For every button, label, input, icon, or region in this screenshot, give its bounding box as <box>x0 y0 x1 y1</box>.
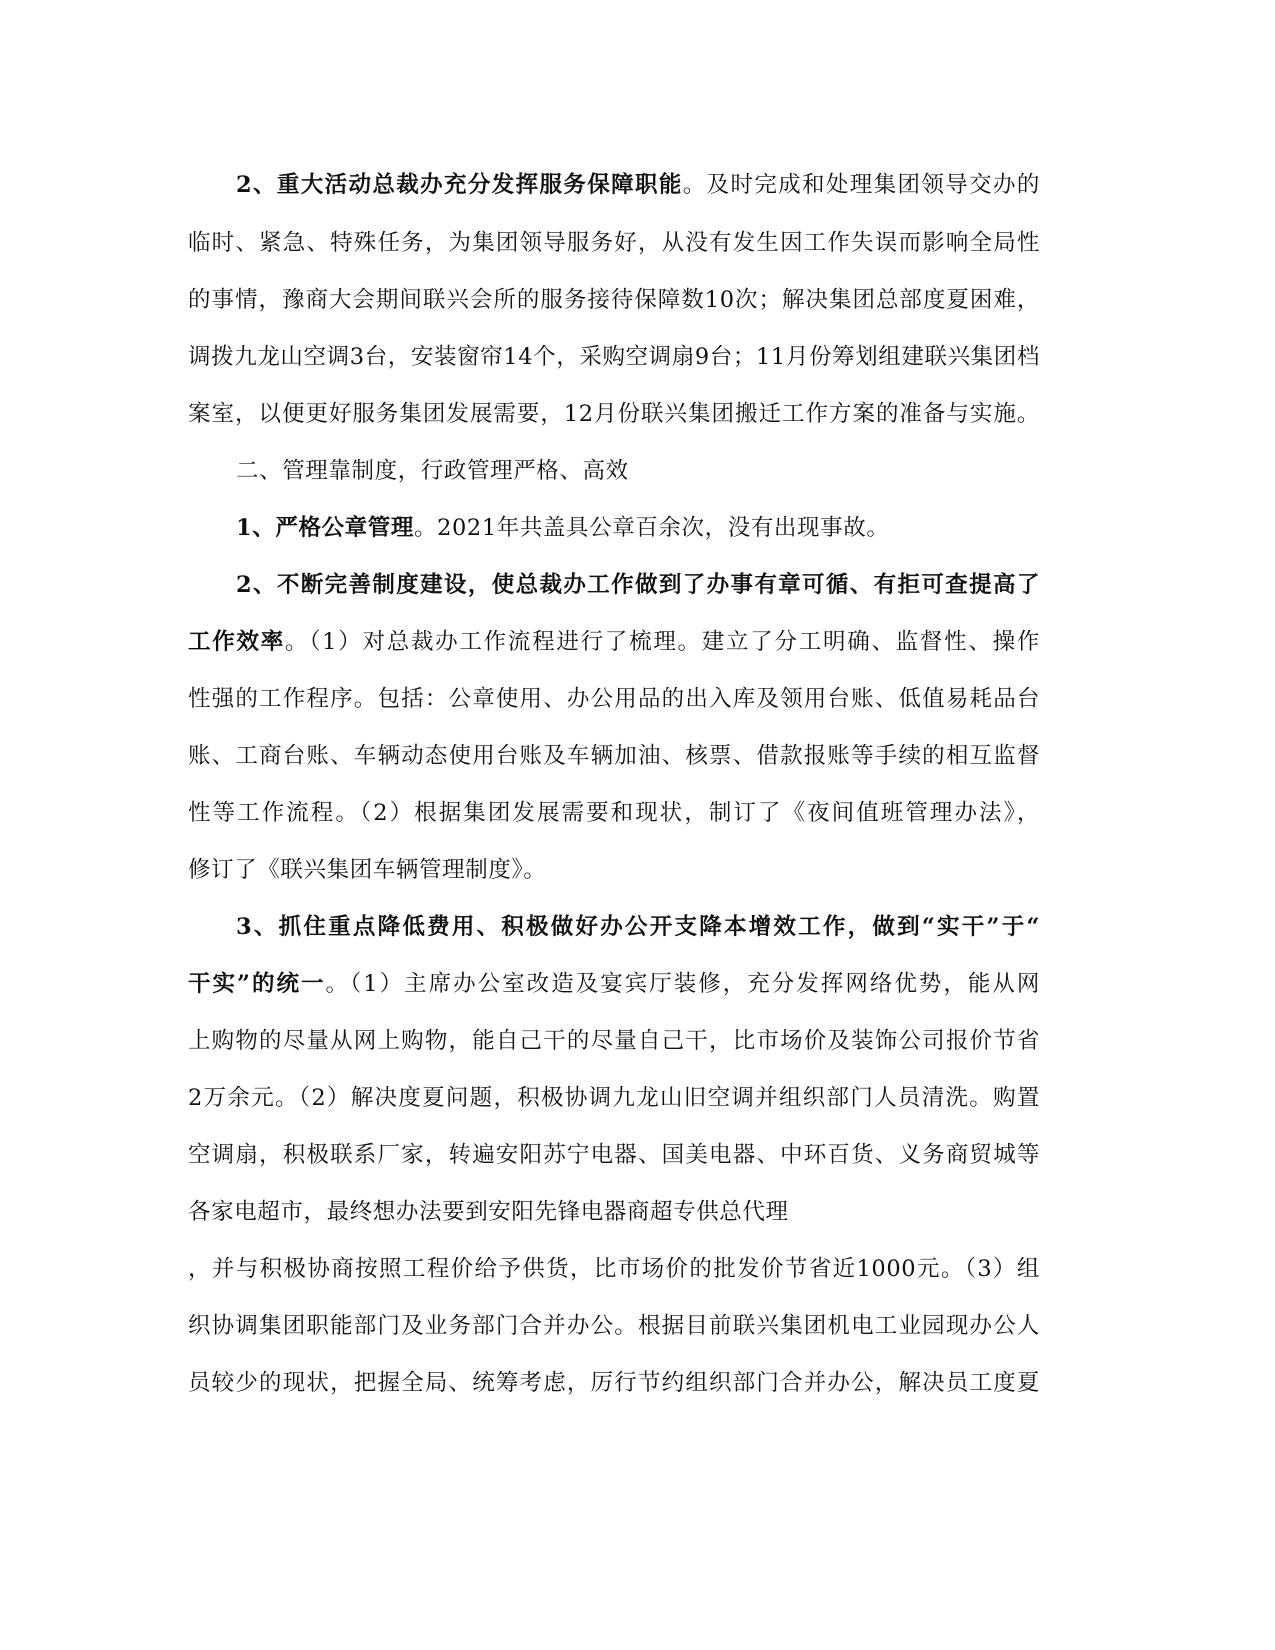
paragraph-line <box>188 1197 1040 1227</box>
paragraph-line <box>236 912 1040 942</box>
paragraph-line <box>236 570 1040 600</box>
body-text: 修订了《联兴集团车辆管理制度》。 <box>188 857 547 883</box>
body-text: 。（1）对总裁办工作流程进行了梳理。建立了分工明确、监督性、操作 <box>284 629 1040 655</box>
paragraph-line <box>188 798 1040 828</box>
body-text: 性等工作流程。（2）根据集团发展需要和现状，制订了《夜间值班管理办法》， <box>188 800 1040 826</box>
paragraph-line <box>188 741 1040 771</box>
body-text: 。2021年共盖具公章百余次，没有出现事故。 <box>413 515 890 541</box>
body-text: 。及时完成和处理集团领导交办的 <box>682 172 1040 198</box>
paragraph-line <box>188 627 1040 657</box>
paragraph-line <box>188 342 1040 372</box>
heading-text: 2、不断完善制度建设，使总裁办工作做到了办事有章可循、有拒可查提高了 <box>236 572 1040 598</box>
paragraph-line <box>188 684 1040 714</box>
paragraph-line <box>188 969 1040 999</box>
body-text: 的事情，豫商大会期间联兴会所的服务接待保障数10次；解决集团总部度夏困难， <box>188 287 1040 313</box>
body-text: 2万余元。（2）解决度夏问题，积极协调九龙山旧空调并组织部门人员清洗。购置 <box>188 1085 1040 1111</box>
paragraph-line <box>188 285 1040 315</box>
paragraph-line <box>236 513 1040 543</box>
section-heading <box>236 456 1040 486</box>
heading-text: 干实”的统一 <box>188 971 326 997</box>
body-text: 。（1）主席办公室改造及宴宾厅装修，充分发挥网络优势，能从网 <box>325 971 1040 997</box>
section-title: 二、管理靠制度，行政管理严格、高效 <box>236 458 629 484</box>
paragraph-line <box>188 1311 1040 1341</box>
paragraph-line <box>188 855 1040 885</box>
body-text: ，并与积极协商按照工程价给予供货，比市场价的批发价节省近1000元。（3）组 <box>188 1256 1040 1282</box>
paragraph-line <box>236 170 1040 200</box>
body-text: 账、工商台账、车辆动态使用台账及车辆加油、核票、借款报账等手续的相互监督 <box>188 743 1040 769</box>
body-text: 上购物的尽量从网上购物，能自己干的尽量自己干，比市场价及装饰公司报价节省 <box>188 1028 1040 1054</box>
paragraph-line <box>188 228 1040 258</box>
body-text: 空调扇，积极联系厂家，转遍安阳苏宁电器、国美电器、中环百货、义务商贸城等 <box>188 1142 1040 1168</box>
heading-text: 工作效率 <box>188 629 285 655</box>
paragraph-line <box>188 1254 1040 1284</box>
body-text: 性强的工作程序。包括：公章使用、办公用品的出入库及领用台账、低值易耗品台 <box>188 686 1040 712</box>
paragraph-line <box>188 1026 1040 1056</box>
heading-text: 1、严格公章管理 <box>236 515 414 541</box>
heading-text: 2、重大活动总裁办充分发挥服务保障职能 <box>236 172 683 198</box>
paragraph-line <box>188 1140 1040 1170</box>
paragraph-line <box>188 399 1040 429</box>
body-text: 调拨九龙山空调3台，安装窗帘14个，采购空调扇9台；11月份筹划组建联兴集团档 <box>188 344 1040 370</box>
heading-text: 3、抓住重点降低费用、积极做好办公开支降本增效工作，做到“实干”于“ <box>236 914 1040 940</box>
body-text: 临时、紧急、特殊任务，为集团领导服务好，从没有发生因工作失误而影响全局性 <box>188 230 1040 256</box>
paragraph-line <box>188 1083 1040 1113</box>
body-text: 织协调集团职能部门及业务部门合并办公。根据目前联兴集团机电工业园现办公人 <box>188 1313 1040 1339</box>
body-text: 各家电超市，最终想办法要到安阳先锋电器商超专供总代理 <box>188 1199 789 1225</box>
body-text: 员较少的现状，把握全局、统筹考虑，厉行节约组织部门合并办公，解决员工度夏 <box>188 1370 1040 1396</box>
body-text: 案室，以便更好服务集团发展需要，12月份联兴集团搬迁工作方案的准备与实施。 <box>188 401 1040 427</box>
paragraph-line <box>188 1368 1040 1398</box>
